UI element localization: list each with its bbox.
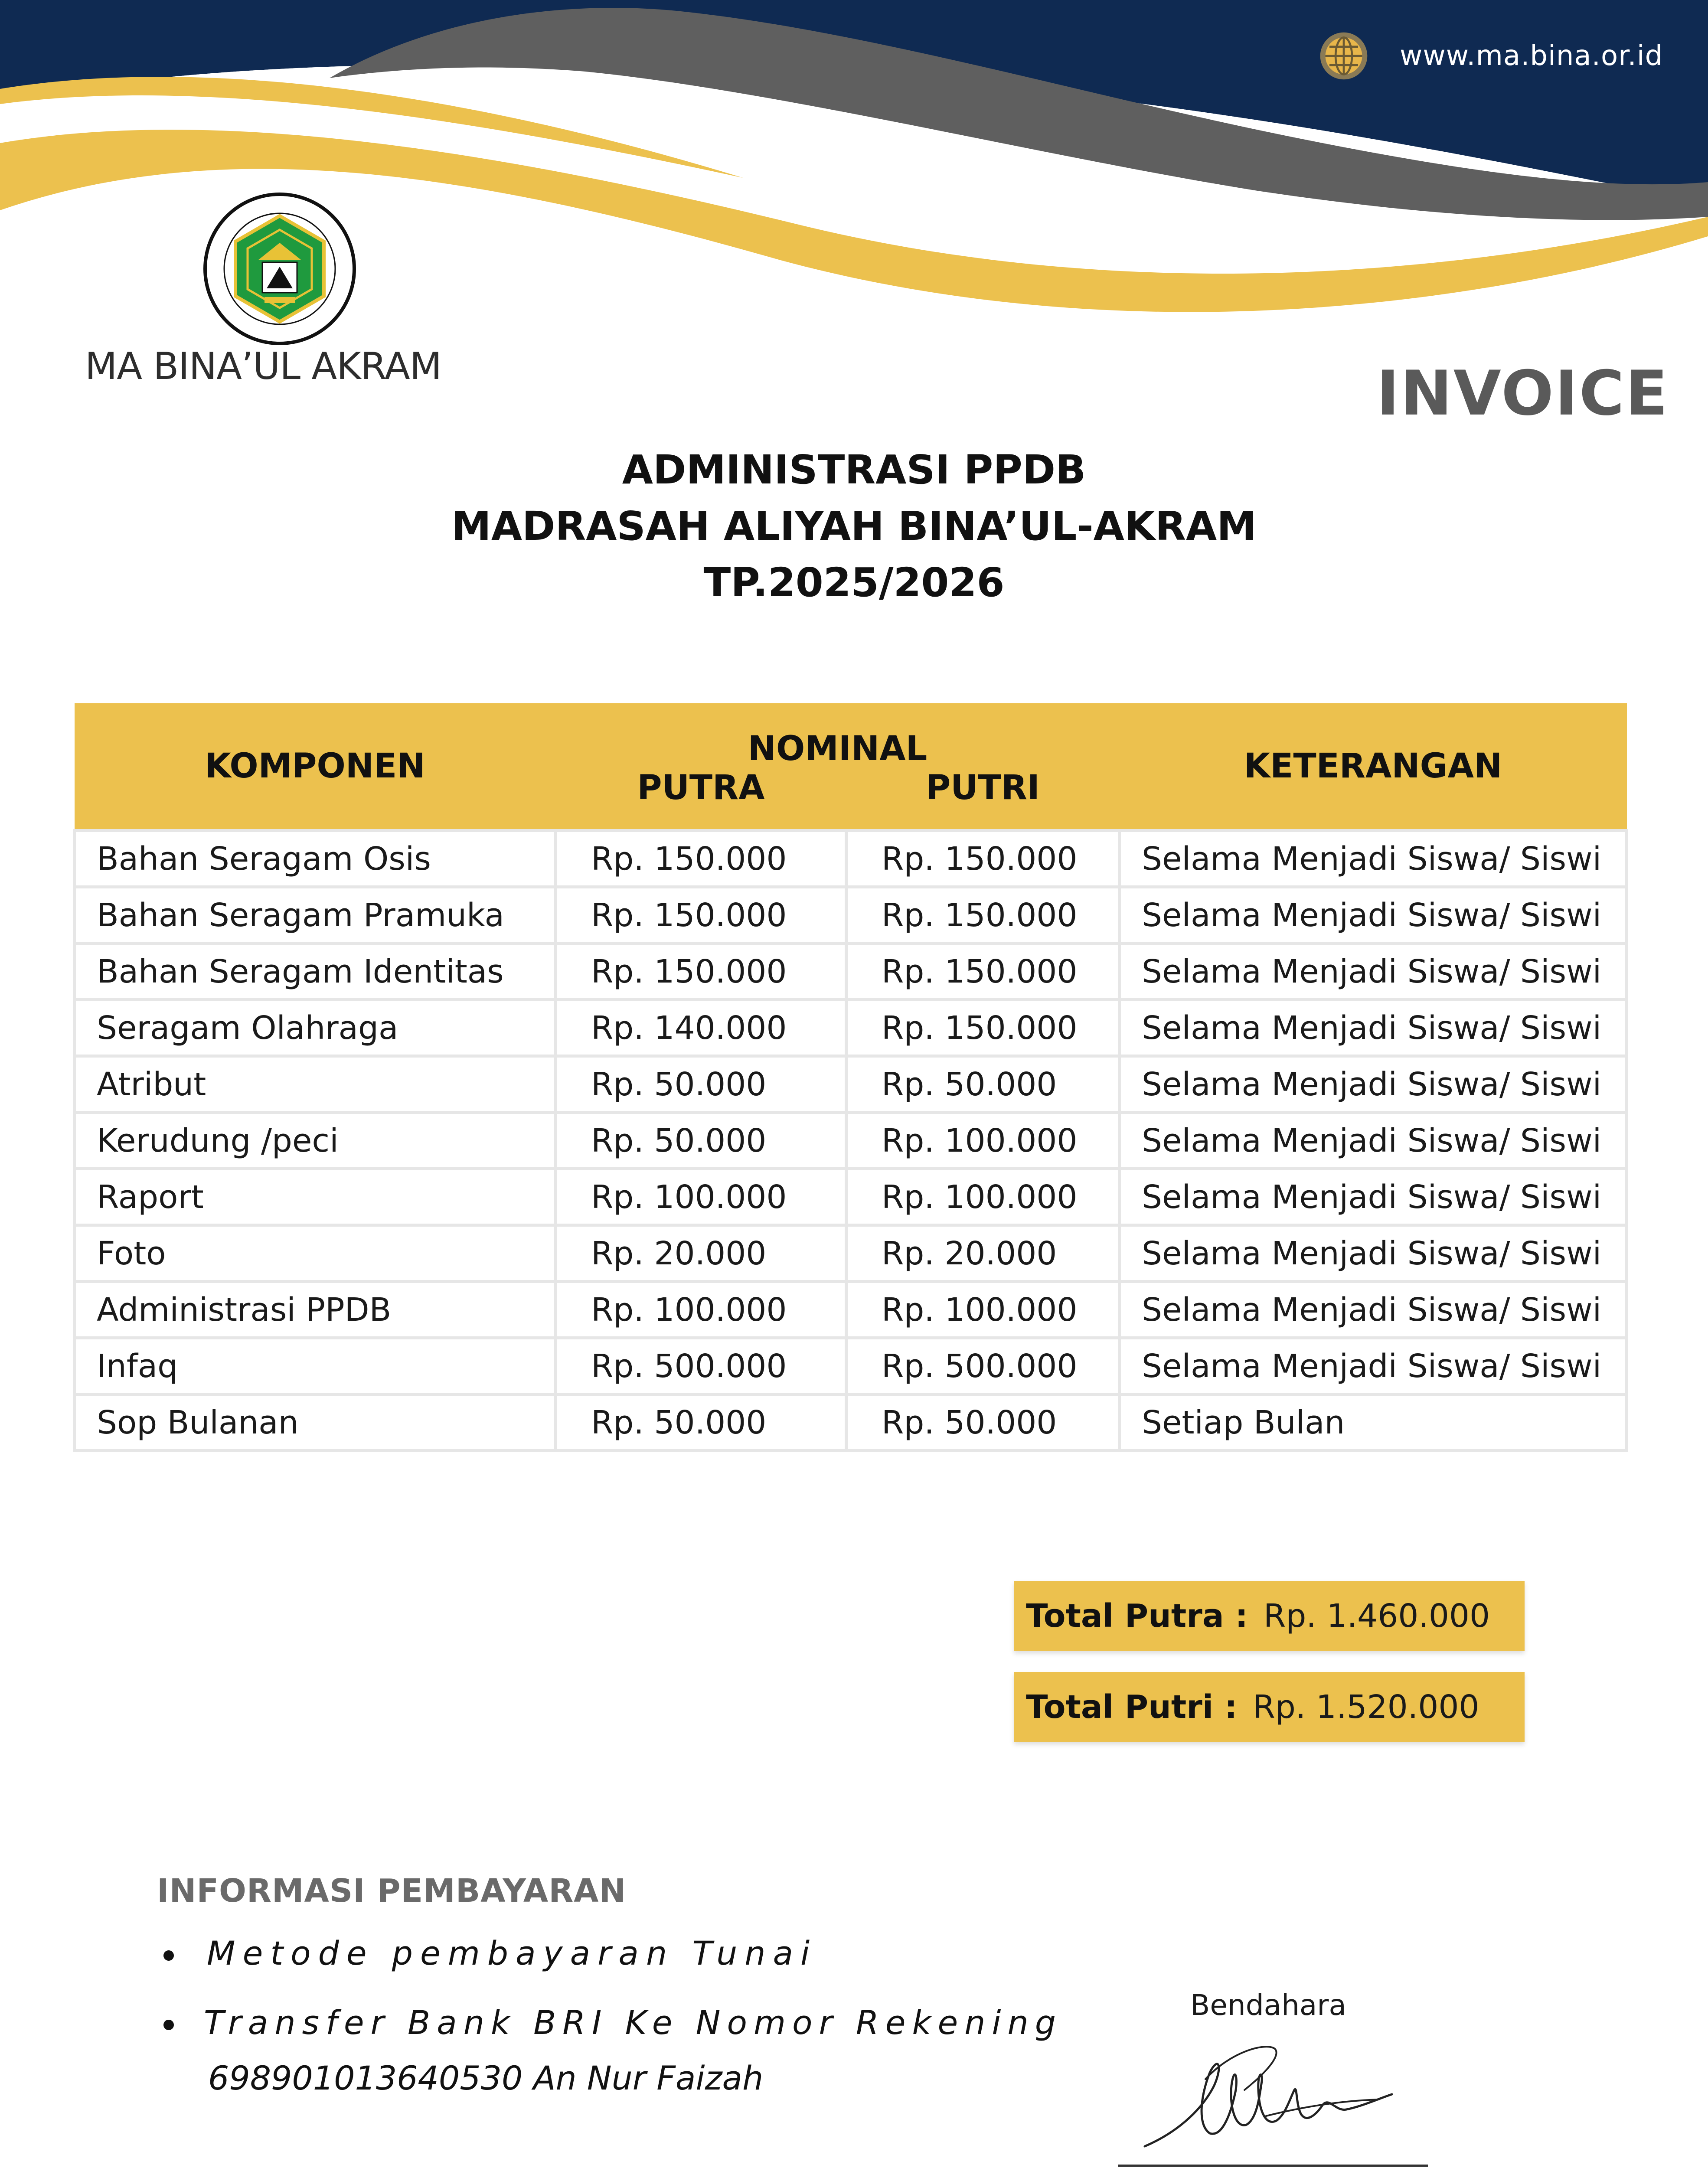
cell-putra: Rp. 150.000: [556, 944, 846, 1000]
cell-putri: Rp. 20.000: [846, 1225, 1120, 1282]
table-row: [75, 831, 1627, 887]
total-putri-value: Rp. 1.520.000: [1253, 1688, 1479, 1726]
cell-keterangan: Selama Menjadi Siswa/ Siswi: [1120, 1338, 1627, 1394]
table-row: [75, 1394, 1627, 1451]
cell-putri: Rp. 100.000: [846, 1113, 1120, 1169]
table-row: [75, 1056, 1627, 1113]
total-putra-label: Total Putra :: [1026, 1597, 1248, 1635]
cell-putri: Rp. 150.000: [846, 1000, 1120, 1056]
cell-putri: Rp. 150.000: [846, 944, 1120, 1000]
table-row: [75, 1113, 1627, 1169]
cell-keterangan: Selama Menjadi Siswa/ Siswi: [1120, 1282, 1627, 1338]
total-putri-box: [1014, 1672, 1525, 1742]
total-putra-value: Rp. 1.460.000: [1264, 1597, 1490, 1635]
fee-table: [73, 703, 1628, 1452]
cell-keterangan: Selama Menjadi Siswa/ Siswi: [1120, 1169, 1627, 1225]
cell-putra: Rp. 50.000: [556, 1394, 846, 1451]
table-row: [75, 944, 1627, 1000]
cell-keterangan: Selama Menjadi Siswa/ Siswi: [1120, 1225, 1627, 1282]
cell-keterangan: Selama Menjadi Siswa/ Siswi: [1120, 1000, 1627, 1056]
title-line-1: ADMINISTRASI PPDB: [622, 447, 1086, 493]
cell-putri: Rp. 150.000: [846, 887, 1120, 944]
cell-putra: Rp. 150.000: [556, 831, 846, 887]
school-name: MA BINA’UL AKRAM: [85, 345, 441, 388]
cell-komponen: Seragam Olahraga: [75, 1000, 556, 1056]
cell-keterangan: Selama Menjadi Siswa/ Siswi: [1120, 831, 1627, 887]
handwritten-signature: [1136, 2025, 1396, 2155]
globe-icon: [1318, 30, 1369, 82]
fee-table-header: [75, 703, 1627, 831]
table-row: [75, 1225, 1627, 1282]
table-row: [75, 1338, 1627, 1394]
cell-komponen: Bahan Seragam Osis: [75, 831, 556, 887]
cell-komponen: Administrasi PPDB: [75, 1282, 556, 1338]
cell-komponen: Foto: [75, 1225, 556, 1282]
payment-info-title: INFORMASI PEMBAYARAN: [157, 1872, 627, 1910]
table-row: [75, 887, 1627, 944]
cell-putri: Rp. 50.000: [846, 1394, 1120, 1451]
cell-komponen: Kerudung /peci: [75, 1113, 556, 1169]
website-link[interactable]: [1318, 30, 1663, 82]
cell-komponen: Atribut: [75, 1056, 556, 1113]
cell-putri: Rp. 150.000: [846, 831, 1120, 887]
header-putri: PUTRI: [846, 768, 1120, 831]
table-row: [75, 1000, 1627, 1056]
cell-komponen: Bahan Seragam Pramuka: [75, 887, 556, 944]
cell-putra: Rp. 140.000: [556, 1000, 846, 1056]
signature-role: Bendahara: [1190, 1988, 1346, 2022]
bullet-icon: [163, 2020, 174, 2030]
title-line-3: TP.2025/2026: [703, 559, 1005, 606]
header-nominal: NOMINAL: [556, 703, 1120, 768]
invoice-label: INVOICE: [1376, 358, 1669, 429]
cell-putra: Rp. 150.000: [556, 887, 846, 944]
cell-keterangan: Selama Menjadi Siswa/ Siswi: [1120, 1113, 1627, 1169]
cell-putri: Rp. 500.000: [846, 1338, 1120, 1394]
cell-keterangan: Selama Menjadi Siswa/ Siswi: [1120, 887, 1627, 944]
total-putra-box: [1014, 1581, 1525, 1651]
payment-account-number: 698901013640530 An Nur Faizah: [208, 2059, 764, 2097]
signature-line: [1118, 2165, 1428, 2167]
cell-putra: Rp. 50.000: [556, 1056, 846, 1113]
payment-method-transfer: Transfer Bank BRI Ke Nomor Rekening: [204, 2003, 1062, 2042]
fee-table-body: [75, 831, 1627, 1451]
header-komponen: KOMPONEN: [75, 703, 556, 831]
table-row: [75, 1282, 1627, 1338]
cell-putri: Rp. 50.000: [846, 1056, 1120, 1113]
header-keterangan: KETERANGAN: [1120, 703, 1627, 831]
bullet-icon: [163, 1950, 174, 1961]
cell-putra: Rp. 20.000: [556, 1225, 846, 1282]
cell-keterangan: Setiap Bulan: [1120, 1394, 1627, 1451]
cell-komponen: Sop Bulanan: [75, 1394, 556, 1451]
table-row: [75, 1169, 1627, 1225]
cell-komponen: Bahan Seragam Identitas: [75, 944, 556, 1000]
cell-putra: Rp. 50.000: [556, 1113, 846, 1169]
title-line-2: MADRASAH ALIYAH BINA’UL-AKRAM: [451, 503, 1257, 549]
cell-putra: Rp. 100.000: [556, 1169, 846, 1225]
cell-komponen: Infaq: [75, 1338, 556, 1394]
cell-putri: Rp. 100.000: [846, 1282, 1120, 1338]
payment-method-cash: Metode pembayaran Tunai: [207, 1934, 817, 1972]
total-putri-label: Total Putri :: [1026, 1688, 1238, 1726]
cell-putri: Rp. 100.000: [846, 1169, 1120, 1225]
cell-keterangan: Selama Menjadi Siswa/ Siswi: [1120, 1056, 1627, 1113]
website-url[interactable]: www.ma.bina.or.id: [1400, 40, 1663, 72]
cell-putra: Rp. 100.000: [556, 1282, 846, 1338]
cell-putra: Rp. 500.000: [556, 1338, 846, 1394]
header-putra: PUTRA: [556, 768, 846, 831]
school-logo: [202, 191, 358, 347]
cell-keterangan: Selama Menjadi Siswa/ Siswi: [1120, 944, 1627, 1000]
cell-komponen: Raport: [75, 1169, 556, 1225]
